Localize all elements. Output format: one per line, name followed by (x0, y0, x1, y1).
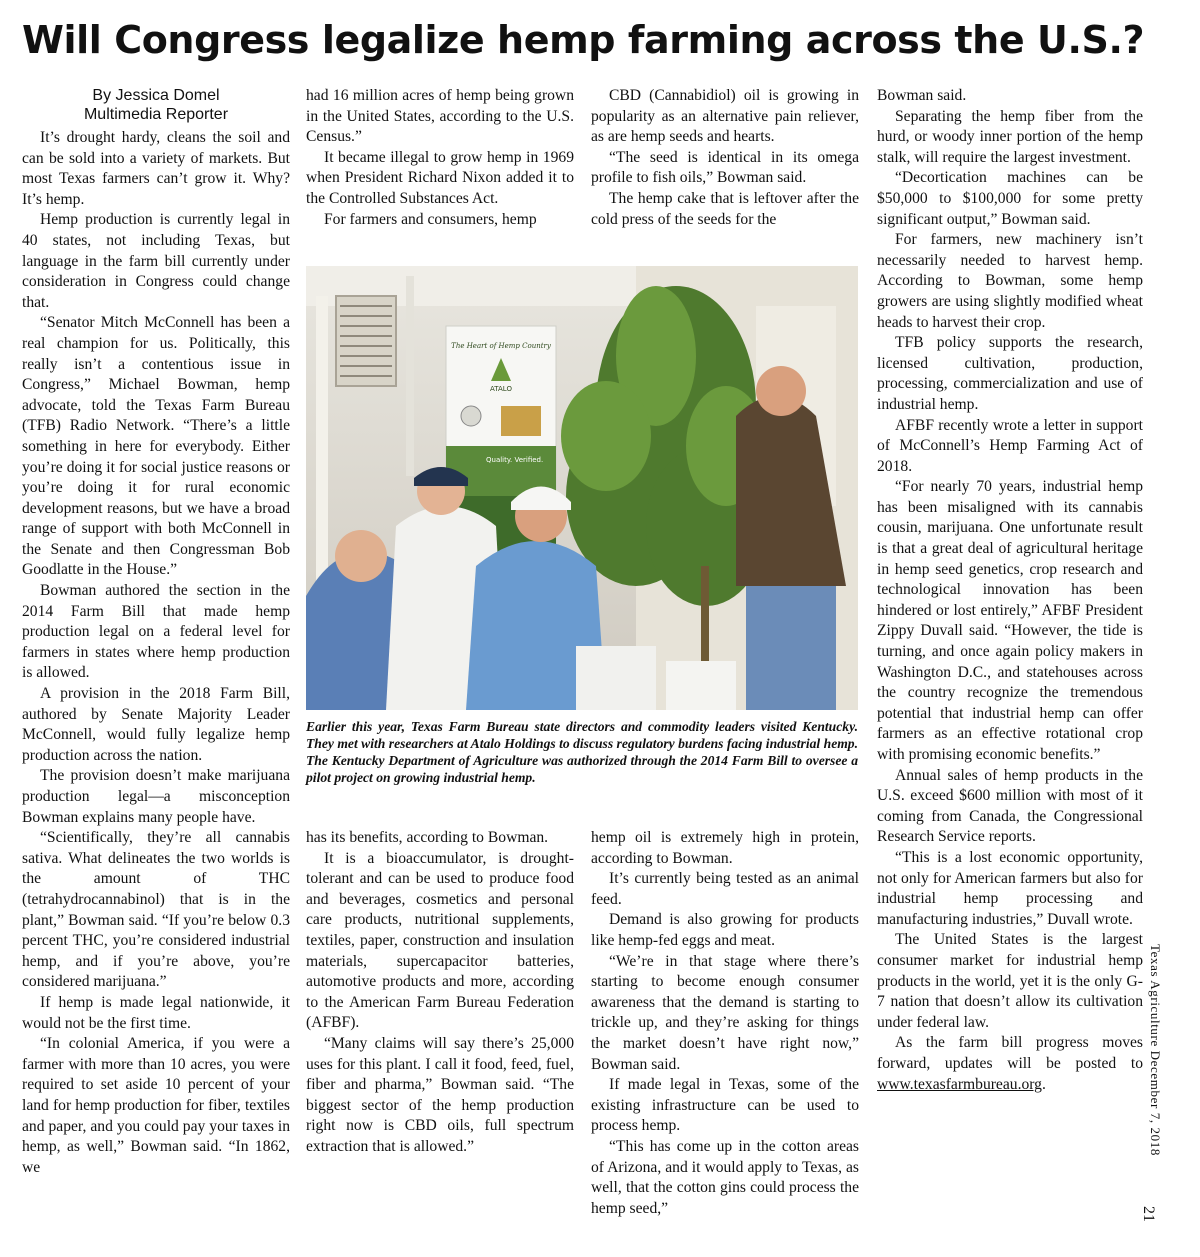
paragraph: The provision doesn’t make marijuana production legal—a misconception Bowman explains many people have. (22, 767, 290, 826)
paragraph: AFBF recently wrote a letter in support of McConnell’s Hemp Farming Act of 2018. (877, 416, 1143, 475)
paragraph: Annual sales of hemp products in the U.S. exceed $600 million with most of it coming from Canada, the Congressional Research Service reports. (877, 766, 1143, 846)
paragraph: “We’re in that stage where there’s starting to become enough consumer awareness that the demand is starting to trickle up, and they’re asking for things the market doesn’t have right now,” Bowman said. (591, 952, 859, 1073)
paragraph: It’s currently being tested as an animal feed. (591, 870, 859, 908)
article-headline: Will Congress legalize hemp farming across the U.S.? (22, 18, 1145, 62)
article-column-2-top (306, 86, 574, 230)
paragraph-text: As the farm bill progress moves forward, updates will be posted to (877, 1034, 1143, 1072)
photo-caption: Earlier this year, Texas Farm Bureau state directors and commodity leaders visited Kentucky. They met with researchers at Atalo Holdings to discuss regulatory burdens facing industrial hemp. The Kentucky Department of Agriculture was authorized through the 2014 Farm Bill to oversee a pilot project on growing industrial hemp. (306, 719, 858, 785)
byline (22, 86, 290, 124)
author-name: By Jessica Domel (92, 87, 220, 104)
paragraph: “Senator Mitch McConnell has been a real champion for us. Politically, this really isn’t a contentious issue in Congress,” Michael Bowman, hemp advocate, told the Texas Farm Bureau (TFB) Radio Network. “There’s a little something in here for everybody. Either you’re doing it for social justice reasons or you’re doing it for rural economic development reasons, but we have a broad range of support with both McConnell in the Senate and then Congressman Bob Goodlatte in the House.” (22, 314, 290, 579)
publication-sidebar (1142, 885, 1168, 1215)
paragraph: had 16 million acres of hemp being grown in the United States, according to the U.S. Census.” (306, 87, 574, 146)
paragraph (877, 1033, 1143, 1095)
paragraph: “This is a lost economic opportunity, not only for American farmers but also for industrial hemp processing and manufacturing industries,” Duvall wrote. (877, 848, 1143, 928)
article-column-1 (22, 128, 290, 1178)
article-photo (306, 266, 858, 710)
paragraph: TFB policy supports the research, licensed cultivation, production, processing, commercialization and use of industrial hemp. (877, 334, 1143, 413)
website-link[interactable]: www.texasfarmbureau.org (877, 1075, 1042, 1093)
article-column-2-bottom (306, 828, 574, 1158)
paragraph: “The seed is identical in its omega profile to fish oils,” Bowman said. (591, 148, 859, 187)
paragraph: CBD (Cannabidiol) oil is growing in popularity as an alternative pain reliever, as are hemp seeds and hearts. (591, 87, 859, 146)
paragraph: The hemp cake that is leftover after the cold press of the seeds for the (591, 189, 859, 228)
link-suffix: . (1041, 1075, 1046, 1093)
paragraph: It’s drought hardy, cleans the soil and can be sold into a variety of markets. But most Texas farmers can’t grow it. Why? It’s hemp. (22, 129, 290, 208)
banner-brand: ATALO (490, 385, 512, 393)
paragraph: The United States is the largest consumer market for industrial hemp products in the world, yet it is the only G-7 nation that doesn’t allow its cultivation under federal law. (877, 931, 1143, 1031)
hemp-meeting-photo (306, 266, 858, 710)
paragraph: For farmers and consumers, hemp (324, 210, 537, 228)
author-role: Multimedia Reporter (83, 106, 229, 123)
paragraph: “Decortication machines can be $50,000 to $100,000 for some pretty significant output,” Bowman said. (877, 169, 1143, 228)
paragraph: Demand is also growing for products like hemp-fed eggs and meat. (591, 911, 859, 949)
paragraph: Hemp production is currently legal in 40 states, not including Texas, but language in the farm bill currently under consideration in Congress could change that. (22, 211, 290, 311)
paragraph: hemp oil is extremely high in protein, according to Bowman. (591, 829, 859, 867)
page-number: 21 (1140, 1206, 1157, 1222)
paragraph: Separating the hemp fiber from the hurd, or woody inner portion of the hemp stalk, will require the largest investment. (877, 107, 1143, 166)
paragraph: Bowman said. (877, 87, 967, 104)
paragraph: “Scientifically, they’re all cannabis sativa. What delineates the two worlds is the amount of THC (tetrahydrocannabinol) that is in the plant,” Bowman said. “If you’re below 0.3 percent THC, you’re considered industrial hemp, and if you’re above, you’re considered marijuana.” (22, 829, 290, 991)
paragraph: For farmers, new machinery isn’t necessarily needed to harvest hemp. According to Bowman, some hemp growers are using slightly modified wheat heads to harvest their crop. (877, 231, 1143, 331)
article-column-3-top (591, 86, 859, 230)
paragraph: It became illegal to grow hemp in 1969 when President Richard Nixon added it to the Controlled Substances Act. (306, 148, 574, 207)
article-column-3-bottom (591, 828, 859, 1219)
banner-slogan: The Heart of Hemp Country (451, 342, 551, 350)
publication-date-label: Texas Agriculture December 7, 2018 (1148, 944, 1163, 1156)
paragraph: If made legal in Texas, some of the existing infrastructure can be used to process hemp. (591, 1076, 859, 1135)
paragraph: has its benefits, according to Bowman. (306, 829, 549, 846)
article-column-4 (877, 86, 1143, 1095)
paragraph: A provision in the 2018 Farm Bill, authored by Senate Majority Leader McConnell, would fully legalize hemp production across the nation. (22, 685, 290, 764)
banner-tagline: Quality. Verified. (486, 456, 544, 464)
paragraph: “In colonial America, if you were a farmer with more than 10 acres, you were required to set aside 10 percent of your land for hemp production for fiber, textiles and paper, and you could pay your taxes in hemp, as well,” Bowman said. “In 1862, we (22, 1035, 290, 1176)
paragraph: “This has come up in the cotton areas of Arizona, and it would apply to Texas, as well, that the cotton gins could process the hemp seed,” (591, 1137, 859, 1217)
paragraph: “For nearly 70 years, industrial hemp has been misaligned with its cannabis cousin, marijuana. One unfortunate result is that a great deal of agricultural heritage in hemp seed genetics, crop research and technological innovation has been hindered or lost entirely,” AFBF President Zippy Duvall said. “However, the tide is turning, and once again policy makers in Washington D.C., and statehouses across the country recognize the tremendous potential that industrial hemp can offer farmers as an effective rotational crop with promising economic benefits.” (877, 478, 1143, 763)
paragraph: “Many claims will say there’s 25,000 uses for this plant. I call it food, feed, fuel, fiber and pharma,” Bowman said. “The biggest sector of the hemp production right now is CBD oils, full spectrum extraction that is allowed.” (306, 1034, 574, 1155)
paragraph: It is a bioaccumulator, is drought-tolerant and can be used to produce food and beverages, cosmetics and personal care products, nutritional supplements, textiles, paper, construction and insulation materials, supercapacitor batteries, automotive products and more, according to the American Farm Bureau Federation (AFBF). (306, 849, 574, 1032)
paragraph: Bowman authored the section in the 2014 Farm Bill that made hemp production legal on a federal level for farmers in states where hemp production is allowed. (22, 582, 290, 682)
paragraph: If hemp is made legal nationwide, it would not be the first time. (22, 993, 290, 1032)
